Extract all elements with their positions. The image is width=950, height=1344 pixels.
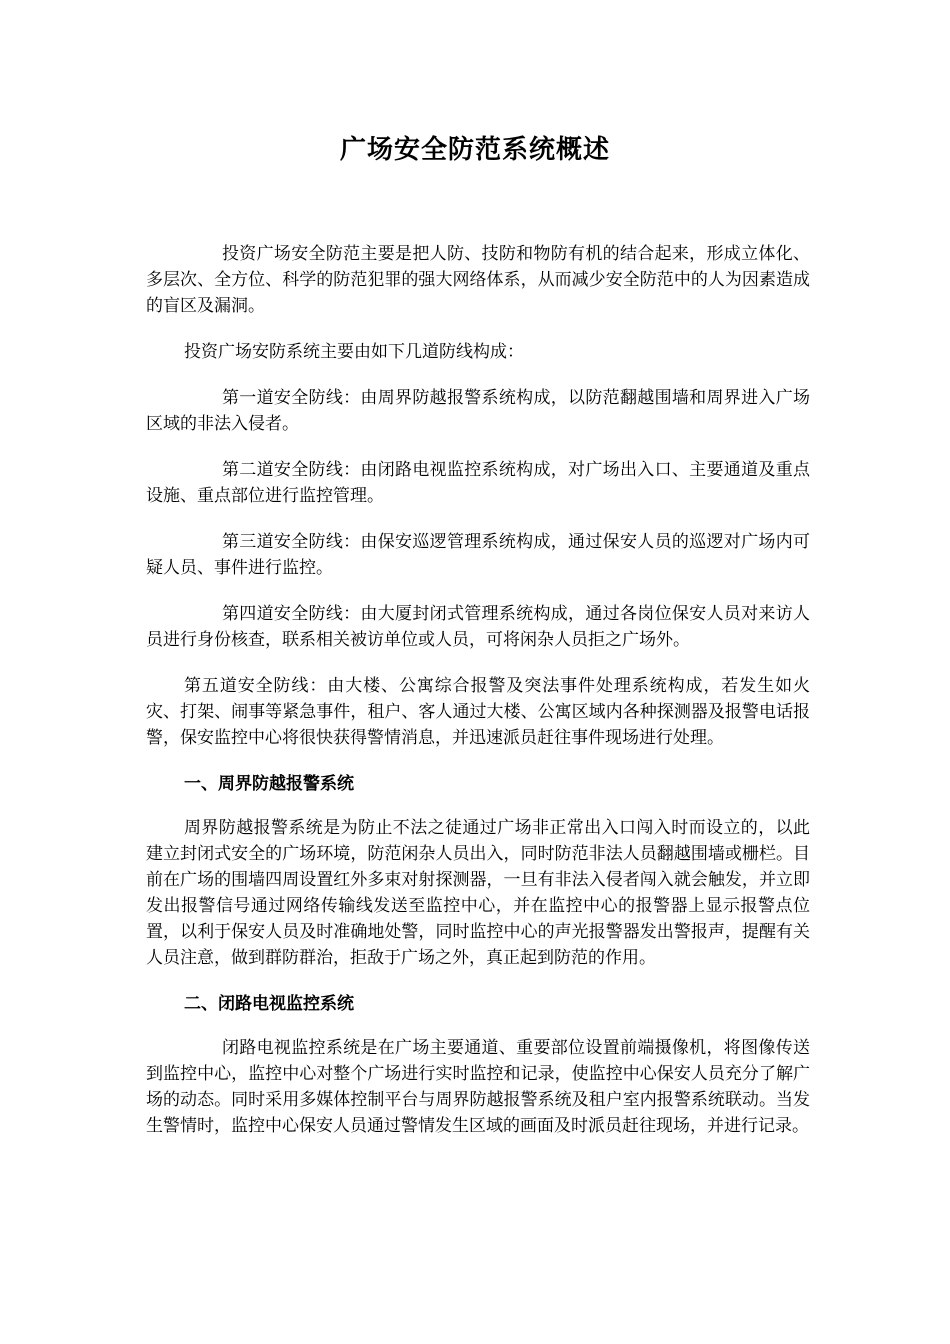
defense-line-1: 第一道安全防线：由周界防越报警系统构成，以防范翻越围墙和周界进入广场区域的非法入侵者。	[146, 388, 810, 434]
section-2-heading: 二、闭路电视监控系统	[184, 994, 354, 1014]
defense-line-4: 第四道安全防线：由大厦封闭式管理系统构成，通过各岗位保安人员对来访人员进行身份核查，联系相关被访单位或人员，可将闲杂人员拒之广场外。	[146, 604, 810, 650]
defense-line-5: 第五道安全防线：由大楼、公寓综合报警及突法事件处理系统构成，若发生如火灾、打架、闹事等紧急事件，租户、客人通过大楼、公寓区域内各种探测器及报警电话报警，保安监控中心将很快获得警情消息，并迅速派员赶往事件现场进行处理。	[146, 676, 810, 748]
defense-line-2: 第二道安全防线：由闭路电视监控系统构成，对广场出入口、主要通道及重点设施、重点部位进行监控管理。	[146, 460, 810, 506]
document-title: 广场安全防范系统概述	[339, 135, 610, 165]
section-1-heading: 一、周界防越报警系统	[184, 774, 354, 794]
section-2-body: 闭路电视监控系统是在广场主要通道、重要部位设置前端摄像机，将图像传送到监控中心，监控中心对整个广场进行实时监控和记录，使监控中心保安人员充分了解广场的动态。同时采用多媒体控制平台与周界防越报警系统及租户室内报警系统联动。当发生警情时，监控中心保安人员通过警情发生区域的画面及时派员赶往现场，并进行记录。	[146, 1038, 810, 1136]
document-body	[146, 241, 810, 1159]
defense-line-3: 第三道安全防线：由保安巡逻管理系统构成，通过保安人员的巡逻对广场内可疑人员、事件进行监控。	[146, 532, 810, 578]
intro-paragraph: 投资广场安全防范主要是把人防、技防和物防有机的结合起来，形成立体化、多层次、全方位、科学的防范犯罪的强大网络体系，从而减少安全防范中的人为因素造成的盲区及漏洞。	[146, 244, 810, 316]
section-1-body: 周界防越报警系统是为防止不法之徒通过广场非正常出入口闯入时而设立的，以此建立封闭式安全的广场环境，防范闲杂人员出入，同时防范非法人员翻越围墙或栅栏。目前在广场的围墙四周设置红外多束对射探测器，一旦有非法入侵者闯入就会触发，并立即发出报警信号通过网络传输线发送至监控中心，并在监控中心的报警器上显示报警点位置，以利于保安人员及时准确地处警，同时监控中心的声光报警器发出警报声，提醒有关人员注意，做到群防群治，拒敌于广场之外，真正起到防范的作用。	[146, 818, 810, 968]
defense-lines-intro: 投资广场安防系统主要由如下几道防线构成：	[184, 342, 524, 362]
